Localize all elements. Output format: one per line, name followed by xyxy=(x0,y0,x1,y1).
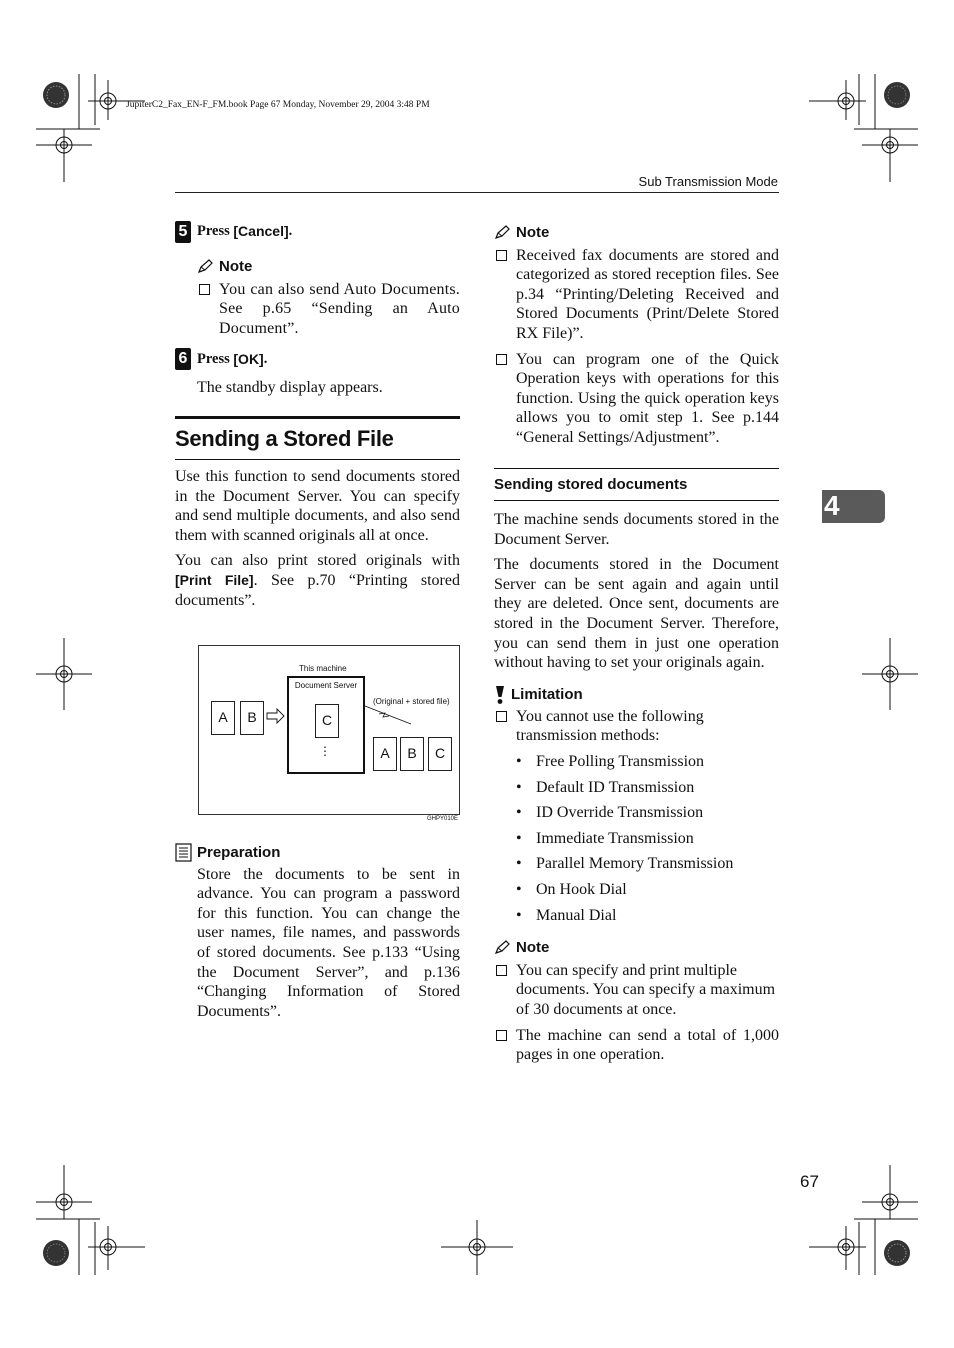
list-item: • Immediate Transmission xyxy=(494,829,779,849)
limitation-item: You cannot use the following transmission methods: xyxy=(494,707,779,746)
transmission-icon xyxy=(363,704,413,726)
machine-box xyxy=(287,676,365,774)
original-doc: A xyxy=(211,701,235,735)
step-number: 6 xyxy=(175,348,191,370)
note-item: Received fax documents are stored and categorized as stored reception files. See p.34 “Printing/Deleting Received and Stored Documents (Print/Delete Stored RX File)”. xyxy=(494,246,779,344)
subsection-rule-bottom xyxy=(494,500,779,501)
note-heading xyxy=(494,938,779,958)
step-prefix: Press xyxy=(197,223,230,240)
subsection-rule-top xyxy=(494,468,779,470)
list-item: • Free Polling Transmission xyxy=(494,752,779,772)
note-item: You can also send Auto Documents. See p.65 “Sending an Auto Document”. xyxy=(197,280,460,339)
note-heading-text: Note xyxy=(516,224,550,241)
key-label: [Cancel] xyxy=(233,223,289,240)
note-item: You can specify and print multiple documents. You can specify a maximum of 30 documents at once. xyxy=(494,961,779,1020)
list-item: • Parallel Memory Transmission xyxy=(494,854,779,874)
list-item: • On Hook Dial xyxy=(494,880,779,900)
subsection-para-1: The machine sends documents stored in the Document Server. xyxy=(494,511,779,548)
document-server-label: Document Server xyxy=(294,681,358,690)
key-label: [Print File] xyxy=(175,571,254,588)
section-para-1: Use this function to send documents stored in the Document Server. You can specify and send multiple documents, and also send them with scanned originals all at once. xyxy=(175,467,460,544)
step-6-body: The standby display appears. xyxy=(197,379,383,397)
clipboard-icon xyxy=(175,843,192,862)
left-column xyxy=(175,221,460,610)
preparation-heading xyxy=(175,843,460,863)
section-para-2 xyxy=(175,551,460,610)
step-5 xyxy=(175,221,460,243)
preparation-body: Store the documents to be sent in advance. You can program a password for this function. You can change the user names, file names, and passwords of stored documents. See p.133 “Using the Document Server”, and p.136 “Changing Information of Stored Documents”. xyxy=(197,865,460,1020)
step-prefix: Press xyxy=(197,350,230,367)
para-text: . See p.70 “Printing stored documents”. xyxy=(175,571,460,609)
note-item: You can program one of the Quick Operation keys with operations for this function. Using the quick operation keys allows you to omit step 1. See p.144 “General Settings/Adjustment”. xyxy=(494,350,779,448)
step-6 xyxy=(175,348,460,370)
sent-doc: A xyxy=(373,737,397,771)
step-number: 5 xyxy=(175,221,191,243)
limitation-heading-text: Limitation xyxy=(511,685,583,703)
note-block xyxy=(197,257,460,338)
exclamation-icon xyxy=(494,685,506,705)
key-label: [OK] xyxy=(233,350,264,367)
figure-code: GHPY010E xyxy=(427,816,459,822)
note-heading xyxy=(197,257,460,277)
para-text: You can also print stored originals with xyxy=(175,552,460,570)
section-rule-top xyxy=(175,416,460,419)
step-suffix: . xyxy=(263,350,268,367)
subsection-para-2: The documents stored in the Document Server can be sent again and again until they are deleted. Once sent, documents are stored in the Document Server. Therefore, you can send them in just one operation without having to set your originals again. xyxy=(494,556,779,672)
preparation-heading-text: Preparation xyxy=(197,844,281,861)
section-rule-bottom xyxy=(175,459,460,460)
sent-doc: B xyxy=(400,737,424,771)
list-item: • Manual Dial xyxy=(494,906,779,926)
arrow-right-icon xyxy=(266,708,286,724)
diagram-figure xyxy=(198,645,460,815)
list-item: • ID Override Transmission xyxy=(494,803,779,823)
sent-doc: C xyxy=(428,737,452,771)
section-title: Sending a Stored File xyxy=(175,425,394,451)
pencil-icon xyxy=(494,940,511,955)
step-suffix: . xyxy=(288,223,293,240)
original-doc: B xyxy=(240,701,264,735)
header-rule xyxy=(175,192,779,193)
original-stored-label: (Original + stored file) xyxy=(373,697,450,706)
file-header: JupiterC2_Fax_EN-F_FM.book Page 67 Monday, November 29, 2004 3:48 PM xyxy=(126,100,430,110)
page-number: 67 xyxy=(800,1172,819,1191)
subsection-title: Sending stored documents xyxy=(494,476,688,494)
pencil-icon xyxy=(494,225,511,240)
stored-document: C xyxy=(315,704,339,738)
limitation-list xyxy=(494,752,779,925)
this-machine-label: This machine xyxy=(299,664,347,673)
chapter-number: 4 xyxy=(824,490,840,521)
right-column xyxy=(494,223,779,1065)
note-heading-text: Note xyxy=(516,939,550,957)
ellipsis: ⋮ xyxy=(319,744,331,758)
list-item: • Default ID Transmission xyxy=(494,778,779,798)
note-heading-text: Note xyxy=(219,258,253,275)
note-item: The machine can send a total of 1,000 pages in one operation. xyxy=(494,1026,779,1065)
preparation-block xyxy=(175,843,460,1021)
running-head: Sub Transmission Mode xyxy=(638,174,778,189)
note-heading xyxy=(494,223,779,243)
chapter-tab xyxy=(822,490,885,523)
pencil-icon xyxy=(197,259,214,274)
limitation-heading xyxy=(494,685,779,705)
